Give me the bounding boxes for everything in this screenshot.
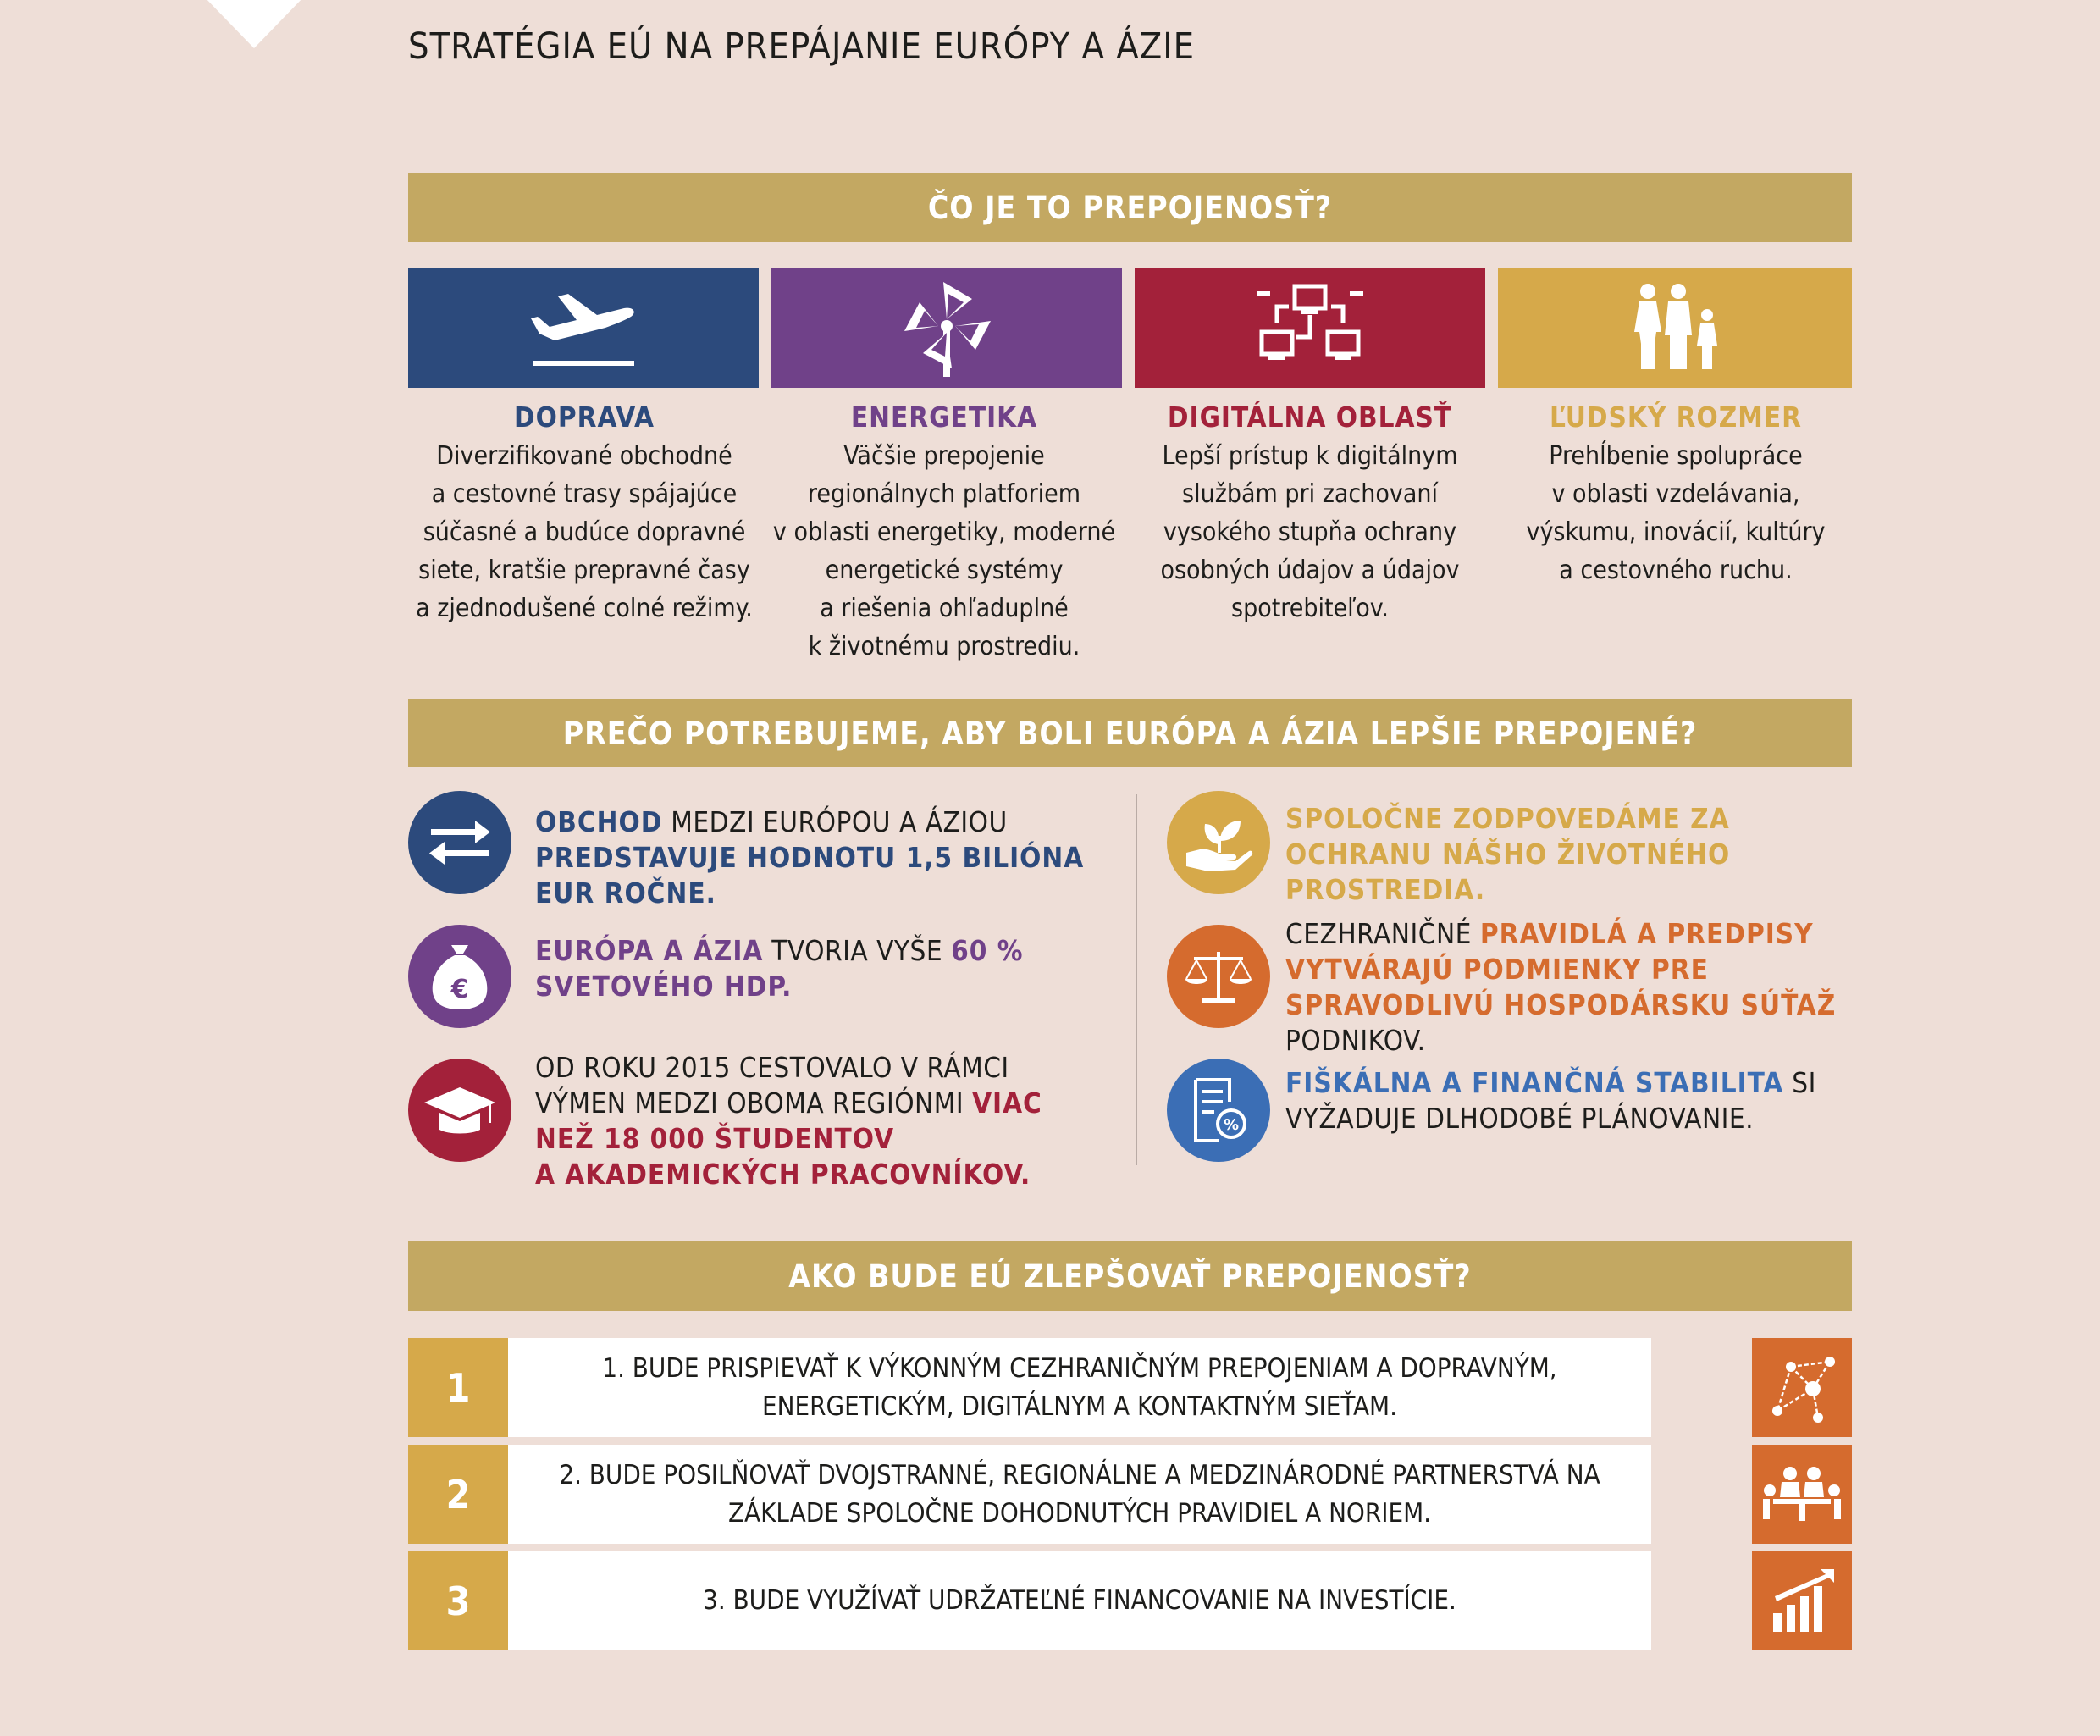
fact-line — [1285, 1065, 1816, 1101]
action-icon-box — [1752, 1338, 1852, 1437]
pillar-human — [1489, 398, 1862, 589]
fact-text-segment: OD ROKU 2015 CESTOVALO V RÁMCI — [535, 1051, 1009, 1084]
fact-text-segment: PREDSTAVUJE HODNOTU 1,5 BILIÓNA — [535, 841, 1085, 874]
pillar-transport — [398, 398, 771, 628]
fact-text-segment: VYTVÁRAJÚ PODMIENKY PRE — [1285, 953, 1709, 986]
action-text: 2. BUDE POSILŇOVAŤ DVOJSTRANNÉ, REGIONÁLNE A MEDZINÁRODNÉ PARTNERSTVÁ NA ZÁKLADE SPOLOČNE DOHODNUTÝCH PRAVIDIEL A NORIEM. — [508, 1445, 1651, 1544]
pillar-digital — [1124, 398, 1496, 628]
action-icon-box — [1752, 1551, 1852, 1650]
fact-text-segment: FIŠKÁLNA A FINANČNÁ STABILITA — [1285, 1066, 1784, 1099]
pillar-description: Prehĺbenie spolupráce v oblasti vzdelávania, výskumu, inovácií, kultúry a cestovného ruchu. — [1526, 441, 1826, 585]
fact-line — [1285, 987, 1836, 1023]
graduation-cap-icon — [423, 1082, 497, 1138]
fact-icon-students — [408, 1059, 511, 1162]
fact-text-segment: VÝMEN MEDZI OBOMA REGIÓNMI — [535, 1086, 973, 1120]
action-text: 3. BUDE VYUŽÍVAŤ UDRŽATEĽNÉ FINANCOVANIE NA INVESTÍCIE. — [508, 1551, 1651, 1650]
fact-line — [1285, 1101, 1816, 1136]
pillar-tile-energy — [771, 268, 1122, 388]
section-header-why: PREČO POTREBUJEME, ABY BOLI EURÓPA A ÁZIA LEPŠIE PREPOJENÉ? — [408, 699, 1852, 767]
fact-text-segment: PROSTREDIA. — [1285, 873, 1486, 906]
fact-line — [535, 840, 1084, 876]
fact-line — [1285, 1023, 1836, 1059]
financial-document-icon — [1189, 1076, 1248, 1144]
hand-plant-icon — [1183, 810, 1254, 875]
fact-text-segment: NEŽ 18 000 ŠTUDENTOV — [535, 1122, 895, 1155]
growth-chart-icon — [1768, 1567, 1836, 1635]
pillar-title: DIGITÁLNA OBLASŤ — [1167, 401, 1453, 434]
fact-line — [1285, 837, 1730, 872]
fact-text-segment: SVETOVÉHO HDP. — [535, 970, 793, 1003]
svg-text:%: % — [1223, 1116, 1240, 1134]
fact-line — [535, 876, 1084, 911]
fact-gdp — [535, 933, 1023, 1004]
fact-line — [535, 804, 1084, 840]
svg-text:€: € — [450, 975, 469, 1004]
fact-text-segment: CEZHRANIČNÉ — [1285, 917, 1480, 950]
action-row-3 — [408, 1551, 1852, 1650]
facts-divider — [1136, 794, 1137, 1165]
fact-text-segment: A AKADEMICKÝCH PRACOVNÍKOV. — [535, 1158, 1031, 1191]
action-text: 1. BUDE PRISPIEVAŤ K VÝKONNÝM CEZHRANIČNÝM PREPOJENIAM A DOPRAVNÝM, ENERGETICKÝM, DIGITÁLNYM A KONTAKTNÝM SIEŤAM. — [508, 1338, 1651, 1437]
fact-text-segment: EUR ROČNE. — [535, 876, 716, 909]
fact-text-segment: VIAC — [972, 1086, 1042, 1120]
wind-turbine-icon — [896, 277, 998, 379]
fact-text-segment: SPOLOČNE ZODPOVEDÁME ZA — [1285, 802, 1730, 835]
fact-icon-fiscal — [1167, 1059, 1270, 1162]
fact-icon-trade — [408, 791, 511, 894]
fact-fiscal — [1285, 1065, 1816, 1136]
fact-text-segment: OBCHOD — [535, 805, 663, 838]
pillar-description: Lepší prístup k digitálnym službám pri zachovaní vysokého stupňa ochrany osobných údajov a údajov spotrebiteľov. — [1160, 441, 1460, 623]
action-number: 1 — [408, 1338, 508, 1437]
meeting-table-icon — [1761, 1465, 1843, 1524]
fact-text-segment: SPRAVODLIVÚ HOSPODÁRSKU SÚŤAŽ — [1285, 988, 1837, 1021]
action-icon-box — [1752, 1445, 1852, 1544]
fact-line — [535, 969, 1023, 1004]
pillar-tile-digital — [1135, 268, 1485, 388]
fact-icon-gdp — [408, 925, 511, 1028]
exchange-arrows-icon — [426, 817, 494, 868]
action-number: 2 — [408, 1445, 508, 1544]
page-title: STRATÉGIA EÚ NA PREPÁJANIE EURÓPY A ÁZIE — [408, 25, 1196, 68]
fact-line — [1285, 801, 1730, 837]
fact-rules — [1285, 916, 1836, 1059]
pillar-title: ĽUDSKÝ ROZMER — [1549, 401, 1803, 434]
pillar-description: Väčšie prepojenie regionálnych platforiem v oblasti energetiky, moderné energetické systémy a riešenia ohľaduplné k životnému prostrediu. — [772, 441, 1116, 661]
airplane-takeoff-icon — [524, 281, 643, 374]
fact-line — [535, 1121, 1042, 1157]
fact-text-segment: 60 % — [951, 934, 1024, 967]
fact-line — [535, 933, 1023, 969]
fact-line — [1285, 916, 1836, 952]
fact-students — [535, 1050, 1042, 1192]
fact-line — [1285, 952, 1836, 987]
pillar-title: DOPRAVA — [514, 401, 655, 434]
fact-text-segment: PRAVIDLÁ A PREDPISY — [1479, 917, 1814, 950]
fact-environment — [1285, 801, 1730, 908]
pillar-description: Diverzifikované obchodné a cestovné trasy spájajúce súčasné a budúce dopravné siete, kratšie prepravné časy a zjednodušené colné režimy. — [416, 441, 753, 623]
fact-line — [535, 1157, 1042, 1192]
fact-line — [535, 1086, 1042, 1121]
network-nodes-icon — [1766, 1352, 1838, 1424]
action-number: 3 — [408, 1551, 508, 1650]
action-row-1 — [408, 1338, 1852, 1437]
fact-text-segment: VYŽADUJE DLHODOBÉ PLÁNOVANIE. — [1285, 1102, 1755, 1135]
pillar-title: ENERGETIKA — [850, 401, 1038, 434]
fact-icon-rules — [1167, 925, 1270, 1028]
fact-text-segment: SI — [1783, 1066, 1816, 1099]
section-header-how: AKO BUDE EÚ ZLEPŠOVAŤ PREPOJENOSŤ? — [408, 1241, 1852, 1311]
fact-text-segment: TVORIA VYŠE — [763, 934, 952, 967]
fact-text-segment: OCHRANU NÁŠHO ŽIVOTNÉHO — [1285, 838, 1731, 871]
pillar-energy — [758, 398, 1130, 666]
family-icon — [1624, 281, 1726, 374]
fact-trade — [535, 804, 1084, 911]
euro-money-bag-icon — [429, 942, 490, 1011]
fact-text-segment: EURÓPA A ÁZIA — [535, 934, 764, 967]
action-row-2 — [408, 1445, 1852, 1544]
fact-text-segment: PODNIKOV. — [1285, 1024, 1426, 1057]
corner-notch — [203, 0, 305, 48]
computer-network-icon — [1255, 281, 1365, 374]
fact-line — [1285, 872, 1730, 908]
pillar-tile-transport — [408, 268, 759, 388]
fact-icon-environment — [1167, 791, 1270, 894]
scales-icon — [1182, 947, 1255, 1006]
pillar-tile-human — [1498, 268, 1852, 388]
fact-text-segment: MEDZI EURÓPOU A ÁZIOU — [662, 805, 1008, 838]
section-header-what: ČO JE TO PREPOJENOSŤ? — [408, 173, 1852, 242]
fact-line — [535, 1050, 1042, 1086]
